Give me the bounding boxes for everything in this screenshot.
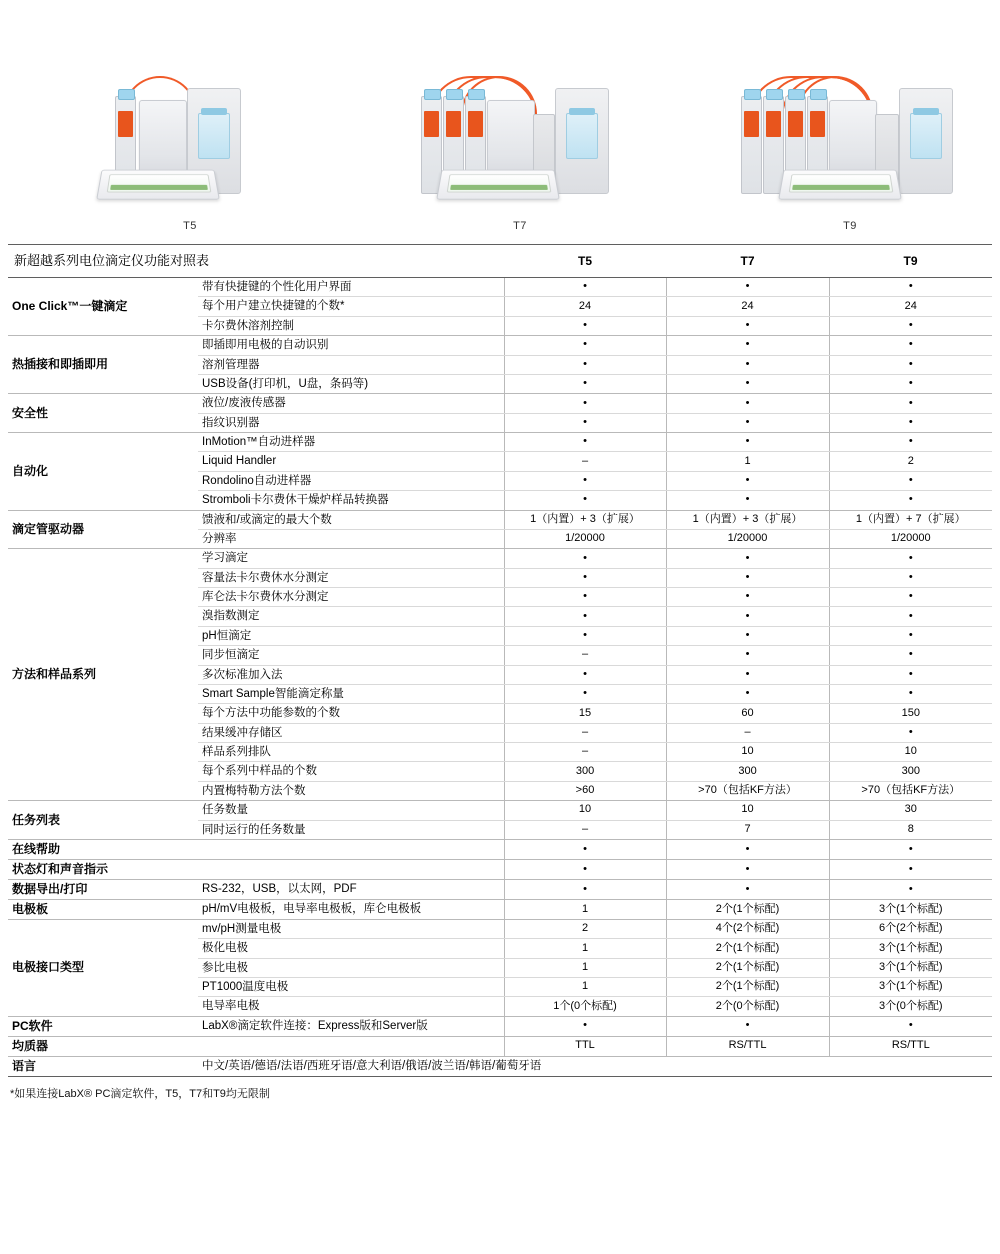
cell-t5: 1	[504, 958, 666, 977]
table-row	[8, 1036, 992, 1056]
cell-t7: 24	[666, 297, 829, 316]
cell-t5: –	[504, 452, 666, 471]
feature-label: pH恒滴定	[198, 626, 504, 645]
column-header-t5: T5	[504, 245, 666, 278]
reagent-bottle	[468, 111, 483, 137]
language-value: 中文/英语/德语/法语/西班牙语/意大利语/俄语/波兰语/韩语/葡萄牙语	[198, 1056, 992, 1076]
cell-t9: 30	[829, 801, 992, 820]
product-caption: T7	[513, 220, 527, 232]
cell-t7: •	[666, 471, 829, 490]
terminal-screen	[107, 174, 212, 192]
titrator-illustration-t9	[725, 18, 975, 214]
burette-cap	[744, 89, 761, 100]
burette-cap	[766, 89, 783, 100]
cell-t7: 10	[666, 743, 829, 762]
feature-label: mv/pH测量电极	[198, 919, 504, 938]
table-row	[8, 336, 992, 355]
table-row	[8, 899, 992, 919]
reagent-bottle	[810, 111, 825, 137]
cell-t5: –	[504, 646, 666, 665]
cell-t7: •	[666, 491, 829, 510]
table-row	[8, 394, 992, 413]
product-t9	[720, 18, 980, 232]
cell-t9: 150	[829, 704, 992, 723]
cell-t7: •	[666, 394, 829, 413]
group-label: 任务列表	[8, 801, 198, 840]
cell-t9: 2	[829, 452, 992, 471]
reagent-bottle	[766, 111, 781, 137]
cell-t7: •	[666, 859, 829, 879]
feature-label: 同步恒滴定	[198, 646, 504, 665]
feature-label: 内置梅特勒方法个数	[198, 781, 504, 800]
table-row	[8, 859, 992, 879]
cell-t9: 3个(1个标配)	[829, 958, 992, 977]
cell-t7: 2个(1个标配)	[666, 958, 829, 977]
reagent-bottle	[788, 111, 803, 137]
cell-t9: RS/TTL	[829, 1036, 992, 1056]
feature-label: 容量法卡尔费休水分测定	[198, 568, 504, 587]
feature-label: 每个系列中样品的个数	[198, 762, 504, 781]
group-label: 电极板	[8, 899, 198, 919]
cell-t7: RS/TTL	[666, 1036, 829, 1056]
cell-t7: 2个(1个标配)	[666, 899, 829, 919]
cell-t5: 1	[504, 978, 666, 997]
cell-t7: •	[666, 278, 829, 297]
product-image-strip	[0, 0, 1000, 232]
cell-t7: •	[666, 433, 829, 452]
cell-t9: •	[829, 549, 992, 568]
sample-beaker	[910, 113, 942, 159]
feature-label: InMotion™自动进样器	[198, 433, 504, 452]
cell-t5: 24	[504, 297, 666, 316]
reagent-bottle	[424, 111, 439, 137]
feature-label: RS-232，USB，以太网，PDF	[198, 879, 504, 899]
cell-t7: 60	[666, 704, 829, 723]
feature-label: LabX®滴定软件连接：Express版和Server版	[198, 1016, 504, 1036]
cell-t9: •	[829, 1016, 992, 1036]
feature-label: 卡尔费休溶剂控制	[198, 316, 504, 335]
burette-cap	[446, 89, 463, 100]
cell-t7: 4个(2个标配)	[666, 919, 829, 938]
group-label: 数据导出/打印	[8, 879, 198, 899]
cell-t7: •	[666, 1016, 829, 1036]
group-label-language: 语言	[8, 1056, 198, 1076]
table-row	[8, 278, 992, 297]
cell-t7: •	[666, 355, 829, 374]
cell-t9: 3个(0个标配)	[829, 997, 992, 1016]
cell-t5: 1	[504, 939, 666, 958]
cell-t5: TTL	[504, 1036, 666, 1056]
cell-t7: •	[666, 839, 829, 859]
cell-t7: •	[666, 568, 829, 587]
group-label: 均质器	[8, 1036, 198, 1056]
comparison-table	[8, 244, 992, 1077]
reagent-bottle	[446, 111, 461, 137]
cell-t7: 300	[666, 762, 829, 781]
cell-t9: •	[829, 491, 992, 510]
control-terminal	[778, 170, 902, 200]
cell-t7: 2个(1个标配)	[666, 939, 829, 958]
cell-t7: 1（内置）+ 3（扩展）	[666, 510, 829, 529]
cell-t5: •	[504, 413, 666, 432]
cell-t9: 300	[829, 762, 992, 781]
cell-t5: 1（内置）+ 3（扩展）	[504, 510, 666, 529]
group-label: 电极接口类型	[8, 919, 198, 1016]
feature-label: 多次标准加入法	[198, 665, 504, 684]
feature-label: 样品系列排队	[198, 743, 504, 762]
cell-t5: •	[504, 433, 666, 452]
cell-t5: •	[504, 1016, 666, 1036]
cell-t7: •	[666, 588, 829, 607]
cell-t5: •	[504, 471, 666, 490]
burette-cap	[810, 89, 827, 100]
cell-t9: 24	[829, 297, 992, 316]
cell-t7: –	[666, 723, 829, 742]
cell-t9: •	[829, 568, 992, 587]
cell-t7: 1	[666, 452, 829, 471]
burette-cap	[468, 89, 485, 100]
table-row-language	[8, 1056, 992, 1076]
cell-t7: •	[666, 879, 829, 899]
cell-t9: •	[829, 433, 992, 452]
group-label: PC软件	[8, 1016, 198, 1036]
cell-t7: •	[666, 646, 829, 665]
cell-t9: •	[829, 607, 992, 626]
cell-t9: •	[829, 626, 992, 645]
cell-t5: •	[504, 607, 666, 626]
cell-t5: •	[504, 336, 666, 355]
cell-t9: •	[829, 471, 992, 490]
cell-t7: 7	[666, 820, 829, 839]
table-header-row	[8, 245, 992, 278]
cell-t7: •	[666, 413, 829, 432]
cell-t9: •	[829, 879, 992, 899]
feature-label: 溴指数测定	[198, 607, 504, 626]
cell-t5: >60	[504, 781, 666, 800]
cell-t9: •	[829, 394, 992, 413]
group-label: 自动化	[8, 433, 198, 511]
burette-cap	[424, 89, 441, 100]
cell-t7: 2个(0个标配)	[666, 997, 829, 1016]
cell-t7: •	[666, 607, 829, 626]
table-row	[8, 433, 992, 452]
feature-label: 极化电极	[198, 939, 504, 958]
group-label: 状态灯和声音指示	[8, 859, 504, 879]
table-row	[8, 839, 992, 859]
cell-t7: 10	[666, 801, 829, 820]
beaker-stand	[899, 88, 953, 194]
footnote: *如果连接LabX® PC滴定软件，T5，T7和T9均无限制	[10, 1087, 270, 1100]
product-t7	[390, 18, 650, 232]
cell-t9: •	[829, 839, 992, 859]
feature-label: 带有快捷键的个性化用户界面	[198, 278, 504, 297]
cell-t9: •	[829, 316, 992, 335]
table-row	[8, 510, 992, 529]
cell-t7: •	[666, 549, 829, 568]
cell-t5: 1	[504, 899, 666, 919]
cell-t5: •	[504, 568, 666, 587]
product-caption: T5	[183, 220, 197, 232]
cell-t7: 1/20000	[666, 529, 829, 548]
cell-t5: •	[504, 588, 666, 607]
cell-t5: •	[504, 278, 666, 297]
table-body	[8, 278, 992, 1077]
terminal-screen	[789, 174, 894, 192]
group-label: 安全性	[8, 394, 198, 433]
column-header-t7: T7	[666, 245, 829, 278]
sample-beaker	[566, 113, 598, 159]
cell-t5: •	[504, 355, 666, 374]
cell-t9: •	[829, 413, 992, 432]
product-t5	[60, 18, 320, 232]
cell-t9: 8	[829, 820, 992, 839]
cell-t5: –	[504, 820, 666, 839]
cell-t7: •	[666, 316, 829, 335]
cell-t9: •	[829, 723, 992, 742]
cell-t7: >70（包括KF方法）	[666, 781, 829, 800]
cell-t5: –	[504, 743, 666, 762]
cell-t5: 15	[504, 704, 666, 723]
titrator-illustration-t7	[395, 18, 645, 214]
table-row	[8, 919, 992, 938]
table-row	[8, 879, 992, 899]
cell-t7: •	[666, 336, 829, 355]
cell-t9: •	[829, 588, 992, 607]
group-label: 方法和样品系列	[8, 549, 198, 801]
cell-t5: •	[504, 394, 666, 413]
feature-label: 库仑法卡尔费休水分测定	[198, 588, 504, 607]
cell-t9: 6个(2个标配)	[829, 919, 992, 938]
cell-t5: •	[504, 374, 666, 393]
cell-t5: •	[504, 665, 666, 684]
cell-t9: •	[829, 665, 992, 684]
beaker-stand	[555, 88, 609, 194]
cell-t5: 1/20000	[504, 529, 666, 548]
cell-t9: •	[829, 374, 992, 393]
cell-t9: >70（包括KF方法）	[829, 781, 992, 800]
cell-t7: •	[666, 626, 829, 645]
cell-t7: 2个(1个标配)	[666, 978, 829, 997]
cell-t9: 3个(1个标配)	[829, 978, 992, 997]
table-row	[8, 801, 992, 820]
table-row	[8, 1016, 992, 1036]
cell-t7: •	[666, 684, 829, 703]
group-label: One Click™一键滴定	[8, 278, 198, 336]
cell-t9: 1/20000	[829, 529, 992, 548]
sample-beaker	[198, 113, 230, 159]
cell-t7: •	[666, 665, 829, 684]
cell-t5: •	[504, 491, 666, 510]
table-title: 新超越系列电位滴定仪功能对照表	[8, 245, 504, 278]
feature-label: 即插即用电极的自动识别	[198, 336, 504, 355]
column-header-t9: T9	[829, 245, 992, 278]
cell-t5: 10	[504, 801, 666, 820]
cell-t5: 2	[504, 919, 666, 938]
cell-t5: •	[504, 684, 666, 703]
titrator-illustration-t5	[65, 18, 315, 214]
feature-label: 结果缓冲存储区	[198, 723, 504, 742]
terminal-screen	[447, 174, 552, 192]
feature-label: 指纹识别器	[198, 413, 504, 432]
cell-t5: –	[504, 723, 666, 742]
cell-t7: •	[666, 374, 829, 393]
control-terminal	[436, 170, 560, 200]
burette-cap	[118, 89, 135, 100]
feature-label: 任务数量	[198, 801, 504, 820]
feature-label: 分辨率	[198, 529, 504, 548]
feature-label: Smart Sample智能滴定称量	[198, 684, 504, 703]
feature-label: pH/mV电极板，电导率电极板，库仑电极板	[198, 899, 504, 919]
feature-label: 馈液和/或滴定的最大个数	[198, 510, 504, 529]
cell-t9: •	[829, 684, 992, 703]
feature-label: Rondolino自动进样器	[198, 471, 504, 490]
feature-label: 溶剂管理器	[198, 355, 504, 374]
feature-label: 电导率电极	[198, 997, 504, 1016]
burette-cap	[788, 89, 805, 100]
cell-t9: •	[829, 355, 992, 374]
cell-t9: •	[829, 278, 992, 297]
control-terminal	[96, 170, 220, 200]
feature-label: 同时运行的任务数量	[198, 820, 504, 839]
feature-label: 学习滴定	[198, 549, 504, 568]
group-label: 热插接和即插即用	[8, 336, 198, 394]
cell-t5: •	[504, 859, 666, 879]
cell-t5: •	[504, 316, 666, 335]
burette	[741, 96, 762, 194]
cell-t9: •	[829, 336, 992, 355]
table-row	[8, 549, 992, 568]
product-caption: T9	[843, 220, 857, 232]
feature-label: PT1000温度电极	[198, 978, 504, 997]
feature-label: Liquid Handler	[198, 452, 504, 471]
feature-label: 每个方法中功能参数的个数	[198, 704, 504, 723]
feature-label: 参比电极	[198, 958, 504, 977]
group-label: 在线帮助	[8, 839, 504, 859]
feature-label	[198, 1036, 504, 1056]
cell-t5: •	[504, 839, 666, 859]
feature-label: USB设备(打印机，U盘，条码等)	[198, 374, 504, 393]
cell-t9: 3个(1个标配)	[829, 899, 992, 919]
cell-t9: •	[829, 646, 992, 665]
group-label: 滴定管驱动器	[8, 510, 198, 549]
cell-t5: 300	[504, 762, 666, 781]
cell-t9: 10	[829, 743, 992, 762]
cell-t5: 1个(0个标配)	[504, 997, 666, 1016]
feature-label: Stromboli卡尔费休干燥炉样品转换器	[198, 491, 504, 510]
feature-label: 液位/废液传感器	[198, 394, 504, 413]
cell-t5: •	[504, 879, 666, 899]
cell-t5: •	[504, 626, 666, 645]
reagent-bottle	[118, 111, 133, 137]
cell-t9: •	[829, 859, 992, 879]
reagent-bottle	[744, 111, 759, 137]
cell-t9: 3个(1个标配)	[829, 939, 992, 958]
feature-label: 每个用户建立快捷键的个数*	[198, 297, 504, 316]
cell-t9: 1（内置）+ 7（扩展）	[829, 510, 992, 529]
cell-t5: •	[504, 549, 666, 568]
